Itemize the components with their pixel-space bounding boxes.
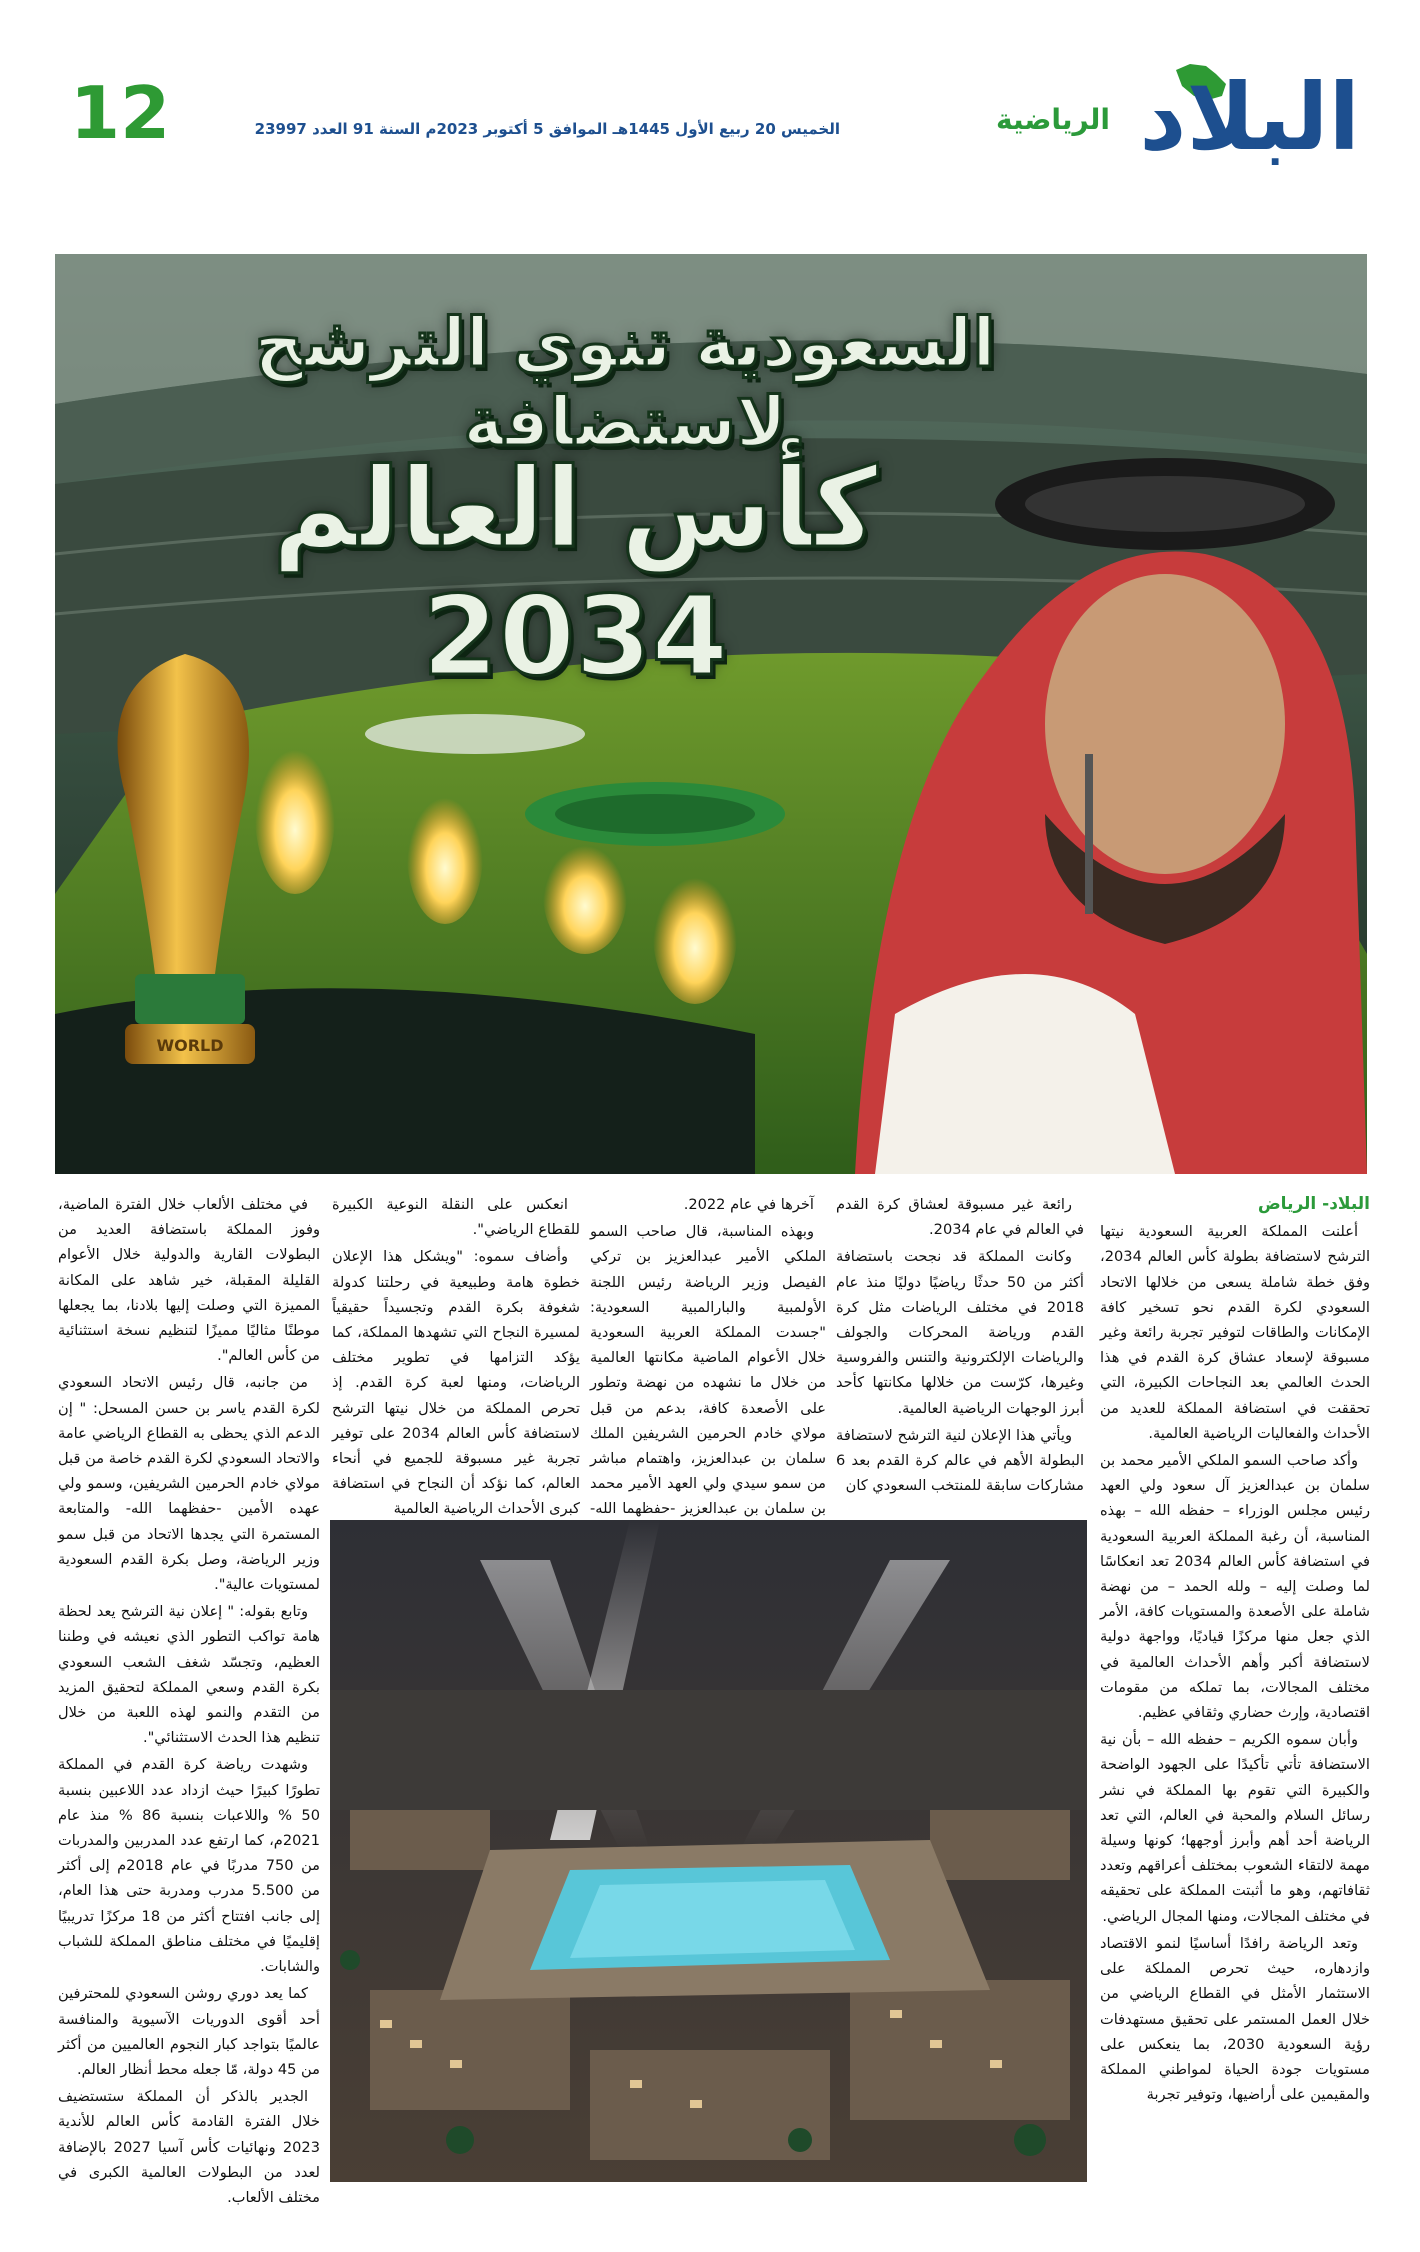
article-column-5 xyxy=(58,1192,320,2212)
paragraph: من جانبه، قال رئيس الاتحاد السعودي لكرة القدم ياسر بن حسن المسحل: " إن الدعم الذي يحظى به القطاع الرياضي عامة والاتحاد السعودي لكرة القدم خاصة من قبل مولاي خادم الحرمين الشريفين، وسمو ولي عهده الأمين -حفظهما الله- والمتابعة المستمرة التي يجدها الاتحاد من قبل سمو وزير الرياضة، وصل بكرة القدم السعودية لمستويات عالية". xyxy=(58,1374,320,1594)
paragraph: وبهذه المناسبة، قال صاحب السمو الملكي الأمير عبدالعزيز بن تركي الفيصل وزير الرياضة رئيس اللجنة الأولمبية والبارالمبية السعودية: "جسدت المملكة العربية السعودية خلال الأعوام الماضية مكانتها العالمية من خلال ما نشهده من نهضة وتطور على الأصعدة كافة، بدعم من قبل مولاي خادم الحرمين الشريفين الملك سلمان بن عبدالعزيز، واهتمام مباشر من سمو سيدي ولي العهد الأمير محمد بن سلمان بن عبدالعزيز -حفظهما الله- xyxy=(590,1223,826,1518)
issue-dateline: الخميس 20 ربيع الأول 1445هـ الموافق 5 أكتوبر 2023م السنة 91 العدد 23997 xyxy=(254,120,840,138)
paragraph: وأضاف سموه: "ويشكل هذا الإعلان خطوة هامة وطبيعية في رحلتنا كدولة شغوفة بكرة القدم وتجسيداً حقيقياً لمسيرة النجاح التي تشهدها المملكة، كما يؤكد التزامها في تطوير مختلف الرياضات، ومنها لعبة كرة القدم. إذ تحرص المملكة من خلال نيتها الترشح لاستضافة كأس العالم 2034 على توفير تجربة غير مسبوقة للجميع في أنحاء العالم، كما نؤكد أن النجاح في استضافة كبرى الأحداث الرياضية العالمية xyxy=(332,1248,580,1518)
paragraph: وأبان سموه الكريم – حفظه الله – بأن نية الاستضافة تأتي تأكيدًا على الجهود الواضحة والكبيرة التي تقوم بها المملكة في نشر رسائل السلام والمحبة في العالم، التي تعد الرياضة أحد أهم وأبرز أوجهها؛ كونها وسيلة مهمة لالتقاء الشعوب بمختلف أعراقهم وتعدد ثقافاتهم، وهو ما أثبتت المملكة على تحقيقه في مختلف المجالات، ومنها المجال الرياضي. xyxy=(1100,1731,1370,1925)
article-column-4 xyxy=(332,1192,580,1528)
aerial-stadium-scene xyxy=(330,1520,1087,2182)
paragraph: الجدير بالذكر أن المملكة ستستضيف خلال الفترة القادمة كأس العالم للأندية 2023 ونهائيات كأس آسيا 2027 بالإضافة لعدد من البطولات العالمية الكبرى في مختلف الألعاب. xyxy=(58,2088,320,2206)
article-byline: البلاد- الرياض xyxy=(1257,1194,1370,1214)
paragraph: وشهدت رياضة كرة القدم في المملكة تطورًا كبيرًا حيث ازداد عدد اللاعبين بنسبة 50 % واللاعبات بنسبة 86 % منذ عام 2021م، كما ارتفع عدد المدربين والمدربات من 750 مدربًا في عام 2018م إلى أكثر من 5.500 مدرب ومدربة حتى هذا العام، إلى جانب افتتاح أكثر من 18 مركزًا تدريبيًا إقليميًا في مختلف مناطق المملكة للشباب والشابات. xyxy=(58,1756,320,1976)
paragraph: وأكد صاحب السمو الملكي الأمير محمد بن سلمان بن عبدالعزيز آل سعود ولي العهد رئيس مجلس الوزراء – حفظه الله – بهذه المناسبة، أن رغبة المملكة العربية السعودية في استضافة كأس العالم 2034 تعد انعكاسًا لما وصلت إليه – ولله الحمد – من نهضة شاملة على الأصعدة والمستويات كافة، الأمر الذي جعل منها مركزًا قياديًا، وواجهة دولية لاستضافة أكبر وأهم الأحداث العالمية في مختلف المجالات، بما تملكه من مقومات اقتصادية، وإرث حضاري وثقافي عظيم. xyxy=(1100,1452,1370,1722)
hero-photo-collage xyxy=(55,254,1367,1174)
paragraph: انعكس على النقلة النوعية الكبيرة للقطاع الرياضي". xyxy=(332,1196,580,1239)
paragraph: كما يعد دوري روشن السعودي للمحترفين أحد أقوى الدوريات الآسيوية والمنافسة عالميًا بتواجد كبار النجوم العالميين من أكثر من 45 دولة، مّا جعله محط أنظار العالم. xyxy=(58,1985,320,2078)
article-column-2 xyxy=(836,1192,1084,1528)
paragraph: في مختلف الألعاب خلال الفترة الماضية، وفوز المملكة باستضافة العديد من البطولات القارية والدولية خلال الأعوام القليلة المقبلة، خير شاهد على المكانة المميزة التي وصلت إليها بلادنا، بما يجعلها موطنًا مثاليًا مميزًا لتنظيم نسخة استثنائية من كأس العالم". xyxy=(58,1196,320,1365)
paragraph: رائعة غير مسبوقة لعشاق كرة القدم في العالم في عام 2034. xyxy=(836,1196,1084,1239)
paragraph: وكانت المملكة قد نجحت باستضافة أكثر من 50 حدثًا رياضيًا دوليًا منذ عام 2018 في مختلف الرياضات مثل كرة القدم ورياضة المحركات والجولف والرياضات الإلكترونية والتنس والفروسية وغيرها، كرّست من خلالها مكانتها كأحد أبرز الوجهات الرياضية العالمية. xyxy=(836,1248,1084,1417)
page-number: 12 xyxy=(70,71,171,155)
paragraph: أعلنت المملكة العربية السعودية نيتها الترشح لاستضافة بطولة كأس العالم 2034، وفق خطة شاملة يسعى من خلالها الاتحاد السعودي لكرة القدم نحو تسخير كافة الإمكانات والطاقات لتوفير تجربة رائعة وغير مسبوقة لإسعاد عشاق كرة القدم في هذا الحدث العالمي بعد النجاحات الكبيرة، التي تحققت في استضافة المملكة للعديد من الأحداث والفعاليات الرياضية العالمية. xyxy=(1100,1223,1370,1442)
hero-headline-line1: السعودية تنوي الترشح لاستضافة xyxy=(254,304,996,462)
svg-text:WORLD: WORLD xyxy=(156,1036,224,1055)
paragraph: آخرها في عام 2022. xyxy=(683,1196,814,1213)
logo-wordmark: البلاد xyxy=(1139,64,1360,171)
article-column-3 xyxy=(590,1192,826,1528)
section-label: الرياضية xyxy=(995,103,1110,136)
newspaper-logo xyxy=(1120,58,1360,188)
hero-headline-line2: كأس العالم 2034 xyxy=(272,444,878,700)
article-column-1 xyxy=(1100,1192,1370,2192)
stadium-rendering-photo xyxy=(330,1520,1087,2182)
paragraph: ويأتي هذا الإعلان لنية الترشح لاستضافة البطولة الأهم في عالم كرة القدم بعد 6 مشاركات سابقة للمنتخب السعودي كان xyxy=(836,1426,1084,1495)
paragraph: وتعد الرياضة رافدًا أساسيًا لنمو الاقتصاد وازدهاره، حيث تحرص المملكة على الاستثمار الأمثل في القطاع الرياضي من خلال العمل المستمر على تحقيق مستهدفات رؤية السعودية 2030، بما ينعكس على مستويات جودة الحياة لمواطني المملكة والمقيمين على أراضيها، وتوفير تجربة xyxy=(1100,1934,1370,2104)
paragraph: وتابع بقوله: " إعلان نية الترشح يعد لحظة هامة تواكب التطور الذي نعيشه في وطننا العظيم، وتجسّد شغف الشعب السعودي بكرة القدم وسعي المملكة لتحقيق المزيد من التقدم والنمو لهذه اللعبة من خلال تنظيم هذا الحدث الاستثنائي". xyxy=(58,1603,320,1747)
